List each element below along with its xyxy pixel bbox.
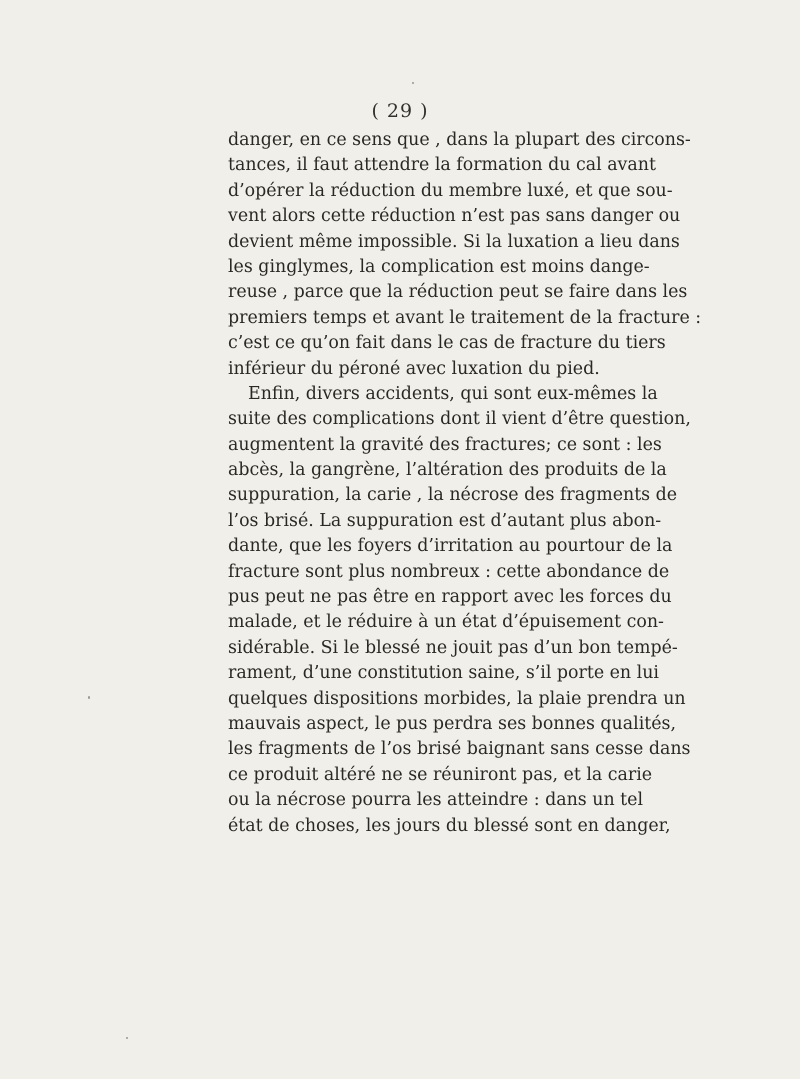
text-line: danger, en ce sens que , dans la plupart des circons- [228, 130, 691, 150]
text-line: devient même impossible. Si la luxation a lieu dans [228, 231, 680, 252]
text-line: mauvais aspect, le pus perdra ses bonnes qualités, [228, 713, 676, 734]
text-line: premiers temps et avant le traitement de la fracture : [228, 307, 702, 328]
text-line: fracture sont plus nombreux : cette abondance de [228, 561, 670, 582]
text-line: ou la nécrose pourra les atteindre : dans un tel [228, 790, 644, 811]
text-line: sidérable. Si le blessé ne jouit pas d’un bon tempé- [228, 637, 678, 658]
text-line: suite des complications dont il vient d’être question, [228, 409, 691, 430]
text-line: abcès, la gangrène, l’altération des produits de la [228, 460, 667, 481]
text-line: dante, que les foyers d’irritation au pourtour de la [228, 536, 673, 557]
text-line: d’opérer la réduction du membre luxé, et que sou- [228, 180, 673, 201]
text-line: suppuration, la carie , la nécrose des fragments de [228, 485, 678, 506]
text-line: les fragments de l’os brisé baignant sans cesse dans [228, 739, 691, 760]
text-line: ce produit altéré ne se réuniront pas, et la carie [228, 764, 653, 785]
text-line: tances, il faut attendre la formation du cal avant [228, 155, 656, 176]
page-number: ( 29 ) [371, 100, 429, 122]
text-line: pus peut ne pas être en rapport avec les forces du [228, 587, 672, 608]
text-line: malade, et le réduire à un état d’épuisement con- [228, 612, 664, 633]
text-line: reuse , parce que la réduction peut se faire dans les [228, 282, 688, 303]
text-line: c’est ce qu’on fait dans le cas de fracture du tiers [228, 333, 666, 354]
text-line: quelques dispositions morbides, la plaie prendra un [228, 688, 686, 709]
paper-speck [126, 1037, 128, 1039]
paper-speck [88, 696, 90, 699]
text-line: vent alors cette réduction n’est pas sans danger ou [228, 206, 681, 227]
paper-speck [412, 82, 414, 84]
body-text [228, 128, 702, 839]
text-line: les ginglymes, la complication est moins dange- [228, 256, 650, 277]
text-line: Enfin, divers accidents, qui sont eux-mêmes la [248, 383, 658, 404]
text-line: l’os brisé. La suppuration est d’autant plus abon- [228, 510, 662, 531]
text-line: état de choses, les jours du blessé sont en danger, [228, 815, 671, 836]
text-line: rament, d’une constitution saine, s’il porte en lui [228, 663, 659, 684]
text-line: augmentent la gravité des fractures; ce sont : les [228, 434, 662, 455]
text-line: inférieur du péroné avec luxation du pied. [228, 358, 600, 379]
